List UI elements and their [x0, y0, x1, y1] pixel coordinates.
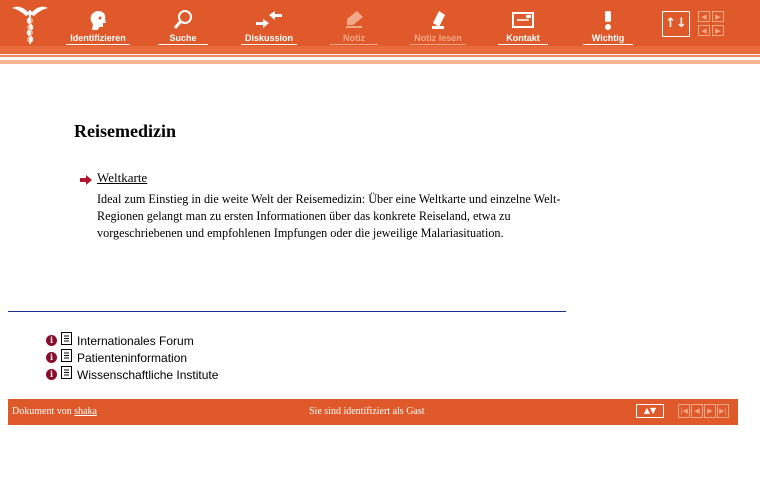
up-down-toggle-button[interactable]: ↑↓ [662, 11, 690, 37]
discussion-button[interactable]: Diskussion [241, 0, 297, 46]
toolbar-stripe [0, 46, 760, 54]
scroll-up-down-button[interactable]: ▲▼ [636, 404, 664, 418]
toolbar-stripe [0, 60, 760, 64]
list-item[interactable] [46, 349, 218, 366]
footer-bar [8, 399, 738, 425]
discussion-arrows-icon [241, 9, 297, 31]
divider [8, 311, 566, 312]
page-nav-grid [698, 11, 726, 39]
pencil-icon [330, 9, 378, 31]
info-icon[interactable]: i [46, 335, 57, 346]
prev-page-icon[interactable]: ◀ [691, 404, 703, 418]
read-note-button[interactable]: Notiz lesen [410, 0, 466, 46]
list-item-label[interactable]: Internationales Forum [77, 333, 194, 348]
first-icon[interactable]: ◀ [698, 25, 710, 36]
page-title: Reisemedizin [74, 121, 176, 141]
first-page-icon[interactable]: |◀ [678, 404, 690, 418]
last-page-icon[interactable]: ▶| [717, 404, 729, 418]
document-icon [61, 332, 72, 350]
author-link[interactable]: shaka [74, 406, 97, 417]
pencil-note-icon [410, 9, 466, 31]
identify-head-icon [66, 9, 130, 31]
author-line [12, 406, 97, 417]
footer-page-nav [678, 404, 730, 418]
magnifier-icon [158, 9, 208, 31]
prev-icon[interactable]: ◀ [698, 11, 710, 22]
toolbar-stripe [0, 55, 760, 57]
next-page-icon[interactable]: ▶ [704, 404, 716, 418]
identify-button[interactable]: Identifizieren [66, 0, 130, 46]
exclamation-icon [583, 9, 633, 31]
list-item-label[interactable]: Patienteninformation [77, 350, 188, 365]
last-icon[interactable]: ▶ [712, 25, 724, 36]
arrow-right-icon [80, 172, 92, 190]
note-button[interactable]: Notiz [330, 0, 378, 46]
worldmap-link[interactable]: Weltkarte [97, 170, 148, 185]
next-icon[interactable]: ▶ [712, 11, 724, 22]
list-item[interactable] [46, 366, 218, 383]
list-item-label[interactable]: Wissenschaftliche Institute [77, 367, 219, 382]
author-prefix: Dokument von [12, 406, 72, 417]
info-icon[interactable]: i [46, 352, 57, 363]
info-icon[interactable]: i [46, 369, 57, 380]
document-icon [61, 349, 72, 367]
related-links-list [46, 332, 218, 383]
description-text: Ideal zum Einstieg in die weite Welt der Reisemedizin: Über eine Weltkarte und einzelne Welt-Regionen gelangt man zu ersten Informationen über das konkrete Reiseland, etwa zu vorgeschriebenen und empfohlenen Impfungen oder die jeweilige Malariasituation. [97, 192, 561, 240]
contact-button[interactable]: Kontakt [498, 0, 548, 46]
top-toolbar [0, 0, 760, 46]
list-item[interactable] [46, 332, 218, 349]
caduceus-logo[interactable] [10, 2, 50, 46]
status-text: Sie sind identifiziert als Gast [309, 406, 425, 417]
search-button[interactable]: Suche [158, 0, 208, 46]
envelope-icon [498, 9, 548, 31]
document-icon [61, 366, 72, 384]
important-button[interactable]: Wichtig [583, 0, 633, 46]
